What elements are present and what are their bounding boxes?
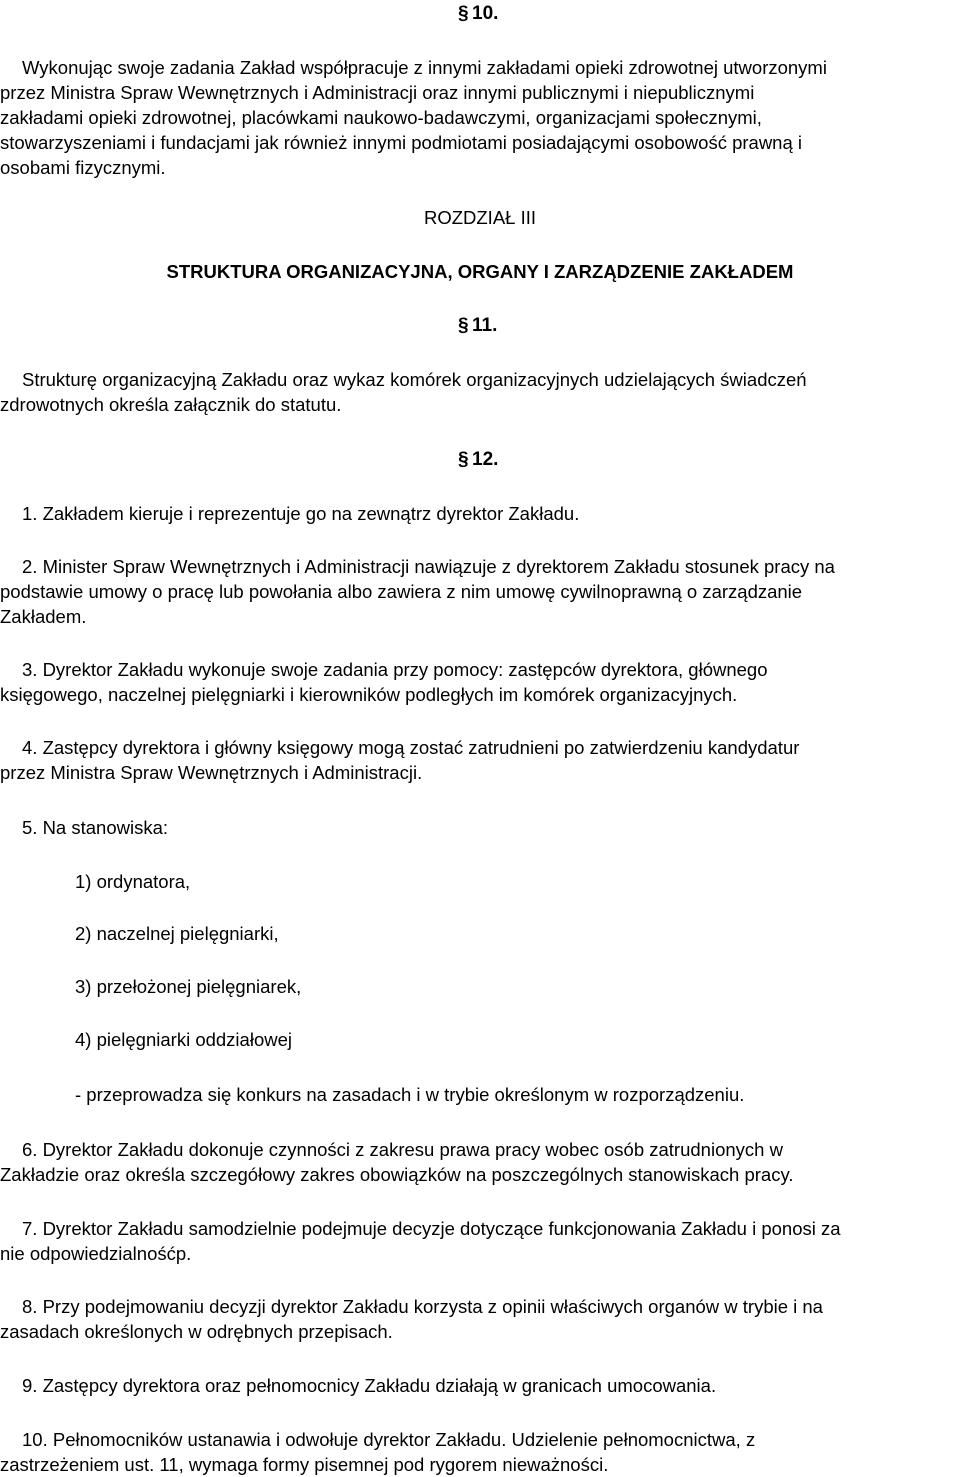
- text-line: zdrowotnych określa załącznik do statutu.: [0, 394, 342, 415]
- chapter-label: ROZDZIAŁ III: [423, 207, 537, 228]
- text-line: 4. Zastępcy dyrektora i główny księgowy mogą zostać zatrudnieni po zatwierdzeniu kandydatur: [22, 737, 800, 758]
- point-1: [0, 501, 960, 526]
- text-line: Strukturę organizacyjną Zakładu oraz wykaz komórek organizacyjnych udzielających świadczeń: [22, 369, 807, 390]
- point-4: [0, 735, 960, 785]
- text-line: 1. Zakładem kieruje i reprezentuje go na zewnątrz dyrektor Zakładu.: [22, 503, 580, 524]
- text-line: zakładami opieki zdrowotnej, placówkami naukowo-badawczymi, organizacjami społecznymi,: [0, 107, 762, 128]
- text-line: przez Ministra Spraw Wewnętrznych i Administracji oraz innymi publicznymi i niepublicznymi: [0, 82, 755, 103]
- text-line: zastrzeżeniem ust. 11, wymaga formy pisemnej pod rygorem nieważności.: [0, 1454, 609, 1475]
- text-line: przez Ministra Spraw Wewnętrznych i Administracji.: [0, 762, 423, 783]
- point-5: [0, 815, 960, 840]
- section-heading-10: [458, 1, 498, 26]
- section-number: 10.: [472, 3, 499, 24]
- paragraph-sign-icon: [458, 313, 472, 338]
- text-line: 10. Pełnomocników ustanawia i odwołuje dyrektor Zakładu. Udzielenie pełnomocnictwa, z: [22, 1429, 756, 1450]
- text-line: stowarzyszeniami i fundacjami jak również innymi podmiotami posiadającymi osobowość prawną i: [0, 132, 803, 153]
- section-heading-12: [458, 447, 498, 472]
- paragraph-sign-icon: [458, 447, 472, 472]
- text-line: nie odpowiedzialnośćp.: [0, 1243, 192, 1264]
- point-10: [0, 1427, 960, 1477]
- paragraph-10: [0, 55, 960, 180]
- list-item: 3) przełożonej pielęgniarek,: [75, 976, 302, 997]
- paragraph-11: [0, 367, 960, 417]
- text-line: osobami fizycznymi.: [0, 157, 166, 178]
- point-9: [0, 1373, 960, 1398]
- text-line: księgowego, naczelnej pielęgniarki i kierowników podległych im komórek organizacyjnych.: [0, 684, 738, 705]
- paragraph-sign-icon: [458, 1, 472, 26]
- list-item: 2) naczelnej pielęgniarki,: [75, 923, 279, 944]
- text-line: 2. Minister Spraw Wewnętrznych i Administracji nawiązuje z dyrektorem Zakładu stosunek pracy na: [22, 556, 835, 577]
- text-line: 3. Dyrektor Zakładu wykonuje swoje zadania przy pomocy: zastępców dyrektora, głównego: [22, 659, 768, 680]
- text-line: Wykonując swoje zadania Zakład współpracuje z innymi zakładami opieki zdrowotnej utworzonymi: [22, 57, 827, 78]
- section-number: 11.: [472, 315, 498, 336]
- text-line: Zakładem.: [0, 606, 87, 627]
- list-item: 4) pielęgniarki oddziałowej: [75, 1029, 292, 1050]
- point-6: [0, 1137, 960, 1187]
- point-7: [0, 1216, 960, 1266]
- chapter-title: STRUKTURA ORGANIZACYJNA, ORGANY I ZARZĄDZENIE ZAKŁADEM: [166, 261, 794, 282]
- text-line: 7. Dyrektor Zakładu samodzielnie podejmuje decyzje dotyczące funkcjonowania Zakładu i ponosi za: [22, 1218, 841, 1239]
- text-line: zasadach określonych w odrębnych przepisach.: [0, 1321, 393, 1342]
- point-3: [0, 657, 960, 707]
- text-line: podstawie umowy o pracę lub powołania albo zawiera z nim umowę cywilnoprawną o zarządzanie: [0, 581, 803, 602]
- point-2: [0, 554, 960, 629]
- list-tail: - przeprowadza się konkurs na zasadach i w trybie określonym w rozporządzeniu.: [75, 1084, 745, 1105]
- section-number: 12.: [472, 449, 499, 470]
- text-line: 8. Przy podejmowaniu decyzji dyrektor Zakładu korzysta z opinii właściwych organów w trybie i na: [22, 1296, 823, 1317]
- section-heading-11: [458, 313, 497, 338]
- text-line: 6. Dyrektor Zakładu dokonuje czynności z zakresu prawa pracy wobec osób zatrudnionych w: [22, 1139, 783, 1160]
- list-item: 1) ordynatora,: [75, 871, 191, 892]
- text-line: 9. Zastępcy dyrektora oraz pełnomocnicy Zakładu działają w granicach umocowania.: [22, 1375, 717, 1396]
- point-8: [0, 1294, 960, 1344]
- text-line: 5. Na stanowiska:: [22, 817, 169, 838]
- text-line: Zakładzie oraz określa szczegółowy zakres obowiązków na poszczególnych stanowiskach pracy.: [0, 1164, 794, 1185]
